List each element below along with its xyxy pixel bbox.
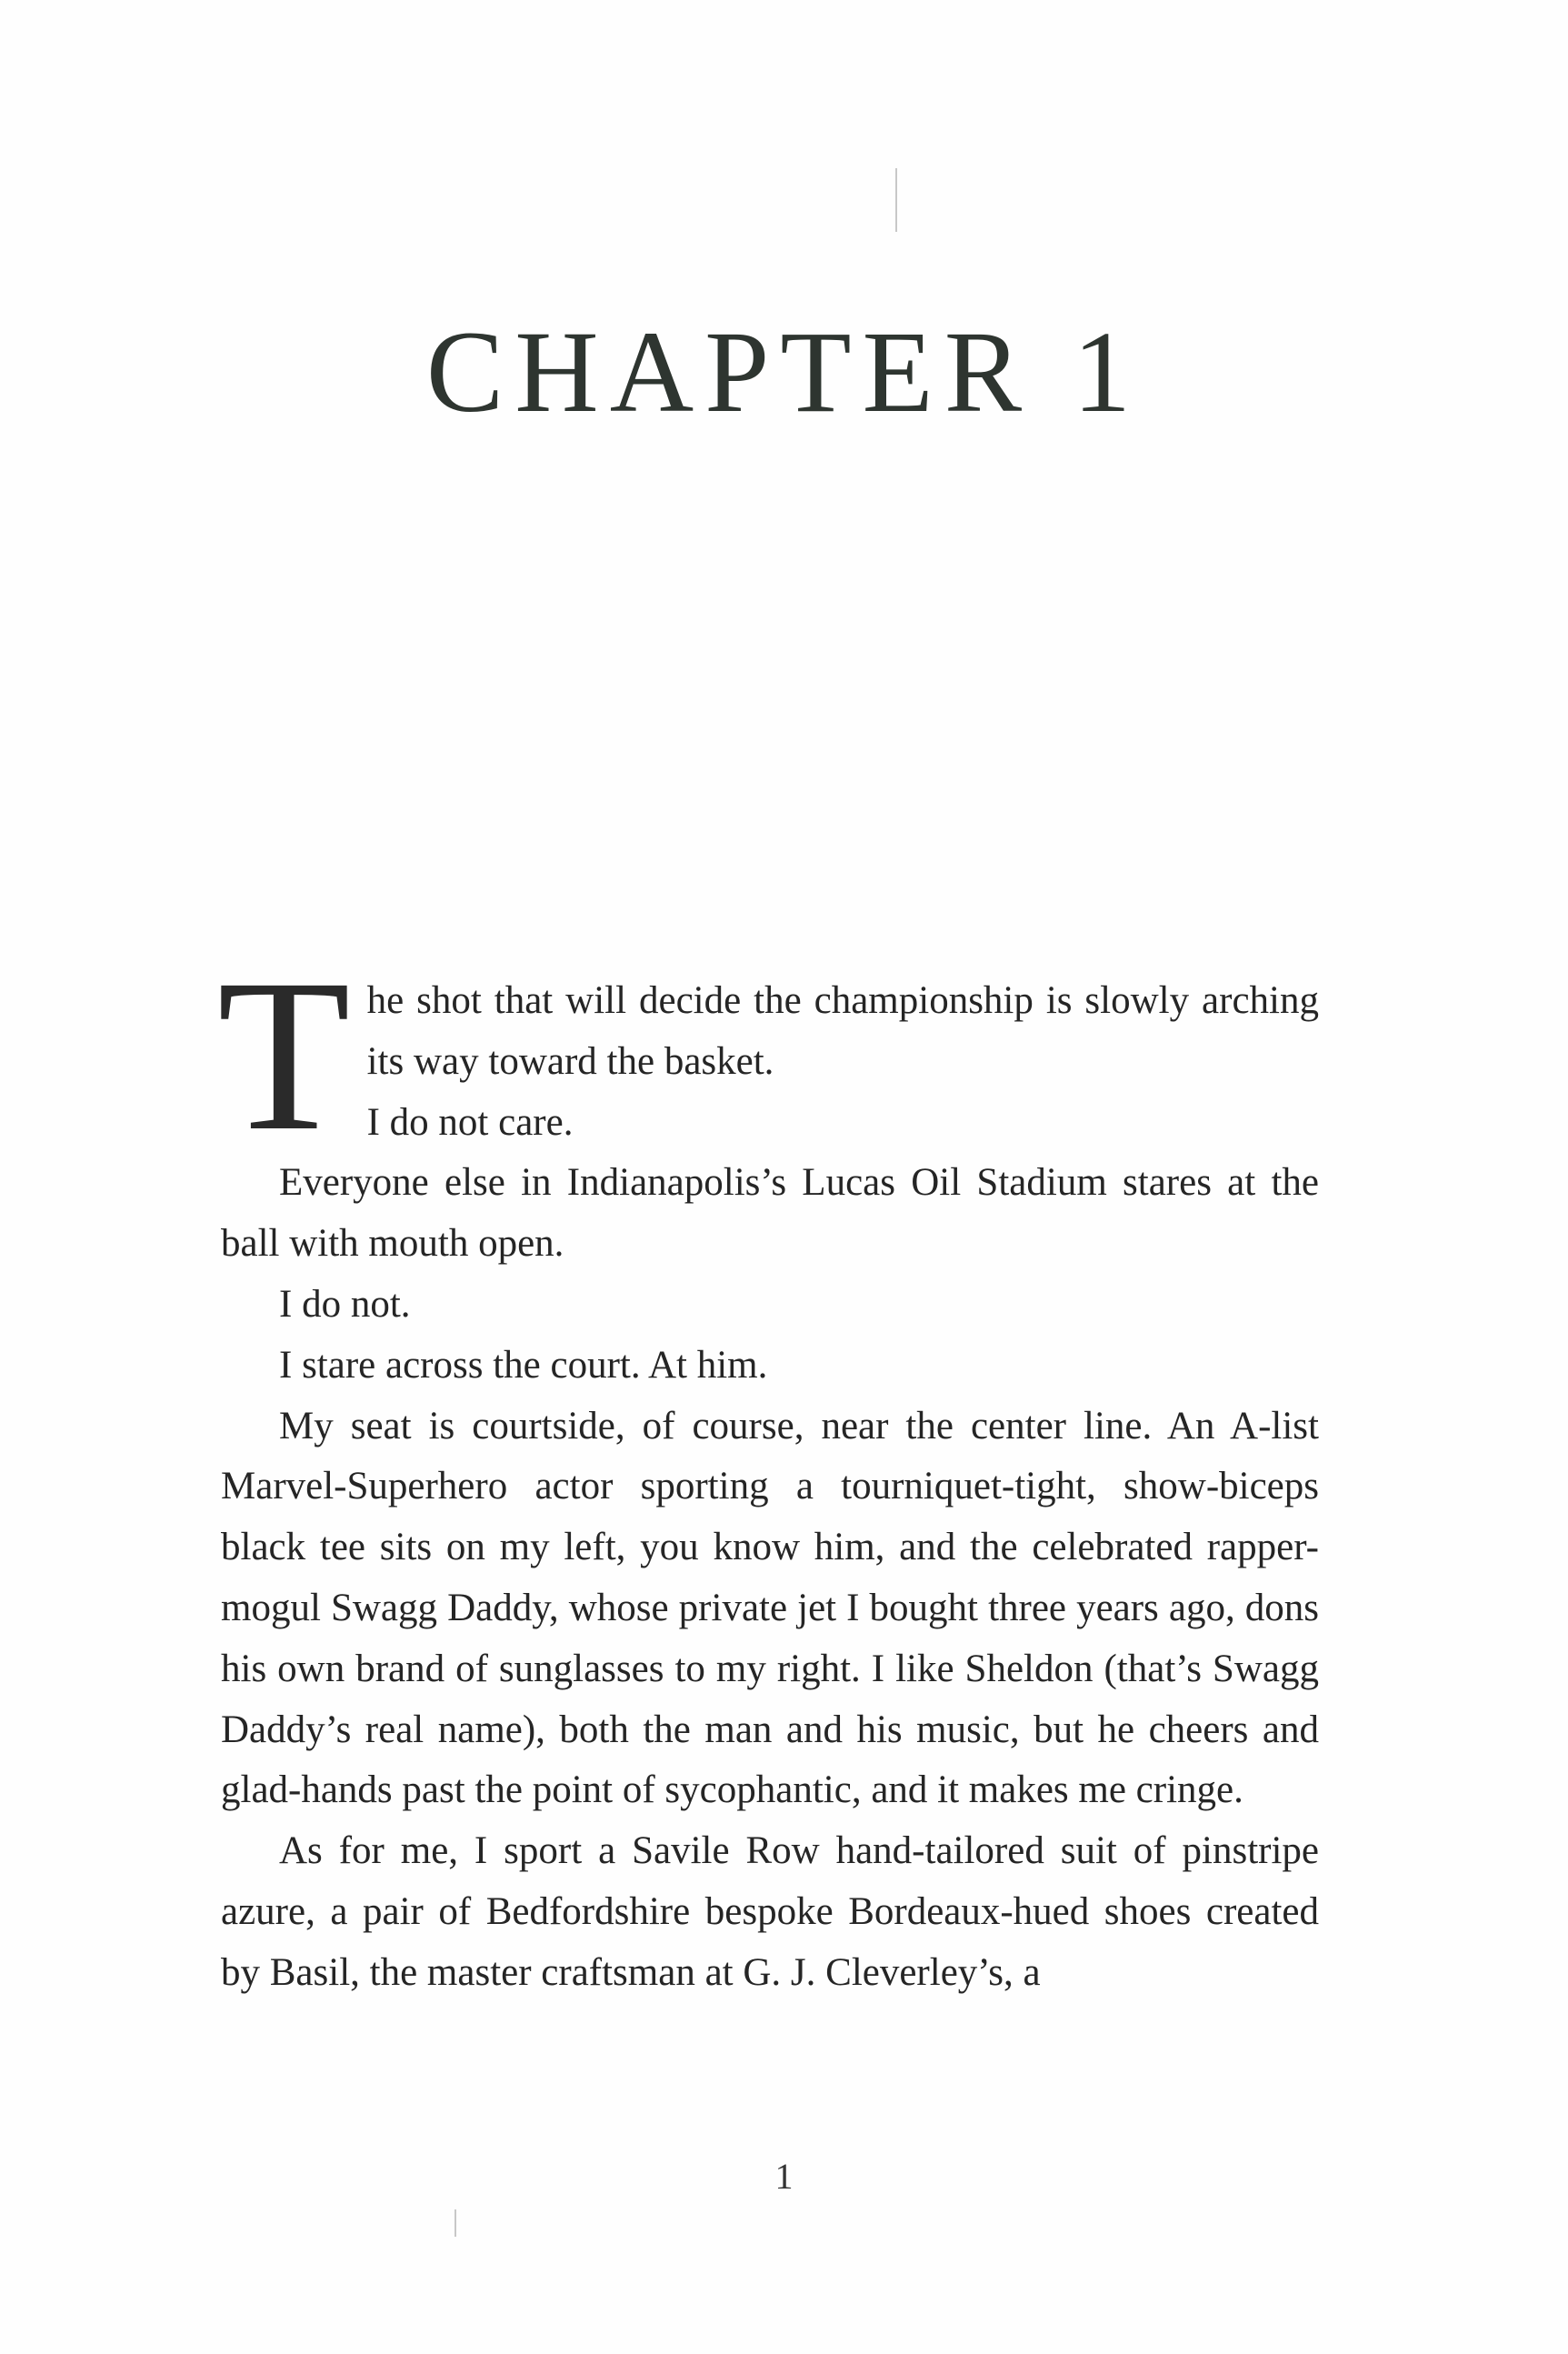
paragraph-i-do-not: I do not. [279, 1282, 411, 1326]
drop-cap-letter: T [217, 934, 351, 1176]
opening-paragraph [217, 934, 1319, 1176]
paragraph-stadium: Everyone else in Indianapolis’s Lucas Oil Stadium stares at the ball with mouth open. [221, 1161, 1319, 1266]
chapter-body [217, 934, 1319, 2004]
chapter-title: CHAPTER 1 [425, 307, 1143, 436]
paragraph-courtside: My seat is courtside, of course, near the center line. An A-list Marvel-Superhero actor sporting a tourniquet-tight, show-biceps black tee sits on my left, you know him, and the celebrated rapper-mogul Swagg Daddy, whose private jet I bought three years ago, dons his own brand of sunglasses to my right. I like Sheldon (that’s Swagg Daddy’s real name), both the man and his music, but he cheers and glad-hands past the point of sycophantic, and it makes me cringe. [221, 1404, 1319, 1812]
paragraph-as-for-me: As for me, I sport a Savile Row hand-tailored suit of pinstripe azure, a pair of Bedfordshire bespoke Bordeaux-hued shoes created by Basil, the master craftsman at G. J. Cleverley’s, a [221, 1829, 1319, 1994]
opening-line-care: I do not care. [366, 1100, 574, 1144]
scan-speck [895, 168, 897, 232]
opening-sentence: he shot that will decide the championship is slowly arching its way toward the basket. [366, 979, 1319, 1083]
paragraph-stare: I stare across the court. At him. [279, 1343, 768, 1387]
scan-speck [454, 2209, 456, 2237]
page-number: 1 [774, 2156, 794, 2197]
